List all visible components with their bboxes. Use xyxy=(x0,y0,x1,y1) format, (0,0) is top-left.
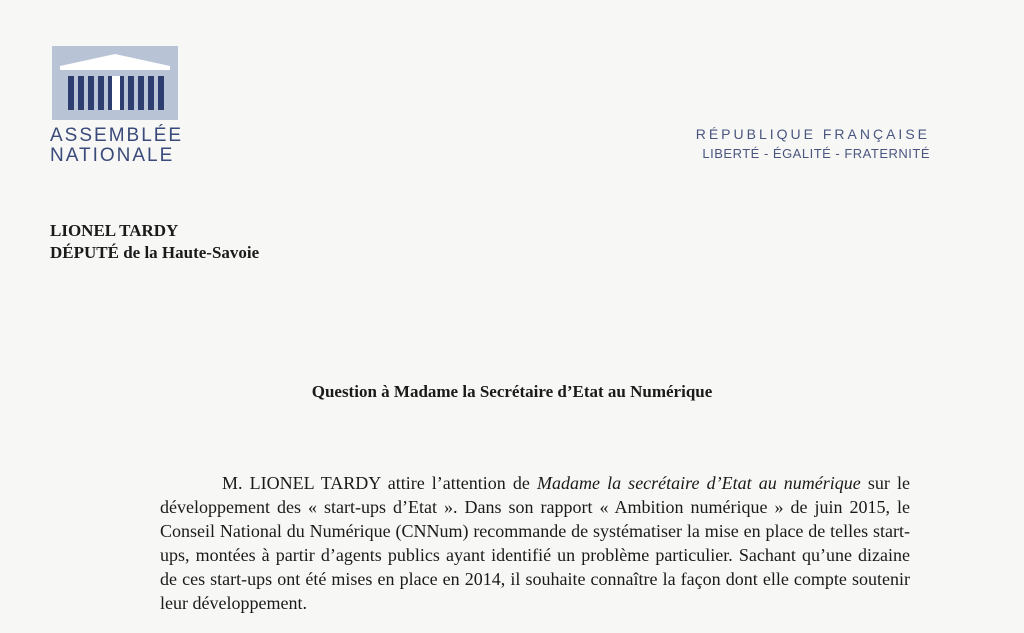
body-text-italic: Madame la secrétaire d’Etat au numérique xyxy=(536,473,861,493)
document-title: Question à Madame la Secrétaire d’Etat au Numérique xyxy=(311,382,713,401)
author-block xyxy=(50,220,259,264)
author-title: DÉPUTÉ de la Haute-Savoie xyxy=(50,243,260,262)
logo-line-2: NATIONALE xyxy=(50,145,175,166)
assemblee-nationale-logo xyxy=(50,46,182,166)
body-text-part1: M. LIONEL TARDY attire l’attention de xyxy=(222,473,537,493)
author-name: LIONEL TARDY xyxy=(50,221,179,240)
body-text-part2: sur le développement des « start-ups d’Etat ». Dans son rapport « Ambition numérique » de juin 2015, le Conseil National du Numérique (CNNum) recommande de systématiser la mise en place de telles start-ups, montées à partir d’agents publics ayant identifié un problème particulier. Sachant qu’une dizaine de ces start-ups ont été mises en place en 2014, il souhaite connaître la façon dont elle compte soutenir leur développement. xyxy=(160,473,911,613)
republic-name: RÉPUBLIQUE FRANÇAISE xyxy=(695,126,930,142)
assemblee-nationale-emblem-icon xyxy=(52,46,178,120)
question-body xyxy=(160,471,910,615)
logo-line-1: ASSEMBLÉE xyxy=(50,125,184,146)
republic-header xyxy=(696,125,930,165)
republic-motto: LIBERTÉ - ÉGALITÉ - FRATERNITÉ xyxy=(702,146,930,161)
